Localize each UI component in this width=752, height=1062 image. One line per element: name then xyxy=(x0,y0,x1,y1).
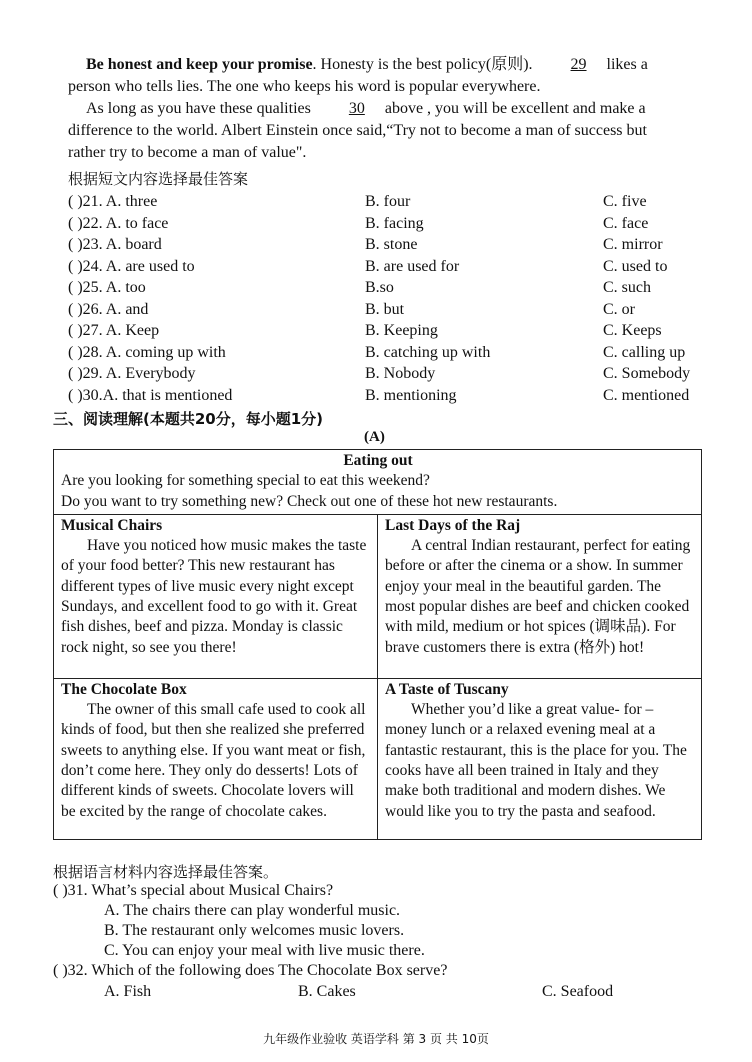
cloze-question: ( )30.A. that is mentioned B. mentioning C. mentioned xyxy=(68,386,690,404)
cloze-question: ( )21. A. three B. four C. five xyxy=(68,193,647,210)
ad-the-chocolate-box xyxy=(54,678,378,839)
cloze-question: ( )28. A. coming up with B. catching up with C. calling up xyxy=(68,343,686,361)
passage-line-1: Be honest and keep your promise. Honesty is the best policy(原则). 29 likes a xyxy=(68,54,704,76)
question-32-stem: ( )32. Which of the following does The Chocolate Box serve? xyxy=(53,962,448,979)
cloze-instruction: 根据短文内容选择最佳答案 xyxy=(68,170,249,188)
cloze-question: ( )24. A. are used to B. are used for C. used to xyxy=(68,257,668,275)
section-title: 三、阅读理解(本题共20分，每小题1分) xyxy=(53,410,324,428)
ad-title: The Chocolate Box xyxy=(61,680,187,698)
cloze-question: ( )25. A. too B.so C. such xyxy=(68,279,651,296)
passage-line-3: As long as you have these qualities 30 above , you will be excellent and make a xyxy=(68,98,704,120)
ad-a-taste-of-tuscany xyxy=(378,678,702,839)
table-title: Eating out xyxy=(343,452,413,469)
ad-text: A central Indian restaurant, perfect for eating before or after the cinema or a show. In summer enjoy your meal in the beautiful garden. The most popular dishes are beef and chicken cooked with mild, medium or hot spices (调味品). For brave customers there is extra (格外) hot! xyxy=(385,537,691,656)
passage-line-2: person who tells lies. The one who keeps his word is popular everywhere. xyxy=(68,78,541,95)
table-intro-cell xyxy=(54,450,702,515)
question-32-option-a: A. Fish xyxy=(104,983,152,1000)
promise-heading: Be honest and keep your promise xyxy=(86,56,313,73)
question-31-option-a: A. The chairs there can play wonderful music. xyxy=(104,902,401,919)
passage-line-4: difference to the world. Albert Einstein once said,“Try not to become a man of success but xyxy=(68,122,647,139)
table-intro-line-2: Do you want to try something new? Check out one of these hot new restaurants. xyxy=(61,492,558,510)
ad-text: Have you noticed how music makes the taste of your food better? This new restaurant has different types of live music every night except Sundays, and excellent food to go with it. Great fish dishes, beef and pizza. Monday is classic rock night, so see you there! xyxy=(61,537,367,656)
cloze-question: ( )23. A. board B. stone C. mirror xyxy=(68,236,663,253)
passage-line-5: rather try to become a man of value". xyxy=(68,144,307,161)
cloze-question: ( )29. A. Everybody B. Nobody C. Somebody xyxy=(68,365,691,382)
question-31-option-b: B. The restaurant only welcomes music lovers. xyxy=(104,922,405,939)
restaurant-table xyxy=(53,449,702,840)
table-intro-line-1: Are you looking for something special to eat this weekend? xyxy=(61,472,430,490)
page-footer: 九年级作业验收 英语学科 第 3 页 共 10页 xyxy=(263,1032,489,1046)
ad-title: Musical Chairs xyxy=(61,516,163,534)
ad-text: Whether you’d like a great value- for – money lunch or a relaxed evening meal at a fantastic restaurant, this is the place for you. The cooks have all been trained in Italy and they make both traditional and modern dishes. We would like you to try the pasta and seafood. xyxy=(385,701,687,820)
ad-text: The owner of this small cafe used to cook all kinds of food, but then she realized she preferred sweets to anything else. If you want meat or fish, don’t come here. They only do desserts! Lots of different kinds of sweets. Chocolate lovers will be excited by the range of chocolate cakes. xyxy=(61,701,366,820)
cloze-question: ( )26. A. and B. but C. or xyxy=(68,300,635,318)
question-31-stem: ( )31. What’s special about Musical Chairs? xyxy=(53,882,334,899)
ad-title: A Taste of Tuscany xyxy=(385,680,509,698)
cloze-question: ( )22. A. to face B. facing C. face xyxy=(68,214,649,232)
question-31-option-c: C. You can enjoy your meal with live music there. xyxy=(104,942,425,959)
ad-musical-chairs xyxy=(54,514,378,678)
ad-last-days-of-the-raj xyxy=(378,514,702,678)
passage xyxy=(68,54,704,164)
question-32-option-c: C. Seafood xyxy=(542,983,614,1000)
blank-29: 29 xyxy=(570,56,587,73)
cloze-question: ( )27. A. Keep B. Keeping C. Keeps xyxy=(68,322,662,339)
part-label: (A) xyxy=(364,429,385,445)
blank-30: 30 xyxy=(348,100,365,117)
reading-instruction: 根据语言材料内容选择最佳答案。 xyxy=(53,863,279,881)
question-32-option-b: B. Cakes xyxy=(298,983,356,1000)
ad-title: Last Days of the Raj xyxy=(385,516,521,534)
